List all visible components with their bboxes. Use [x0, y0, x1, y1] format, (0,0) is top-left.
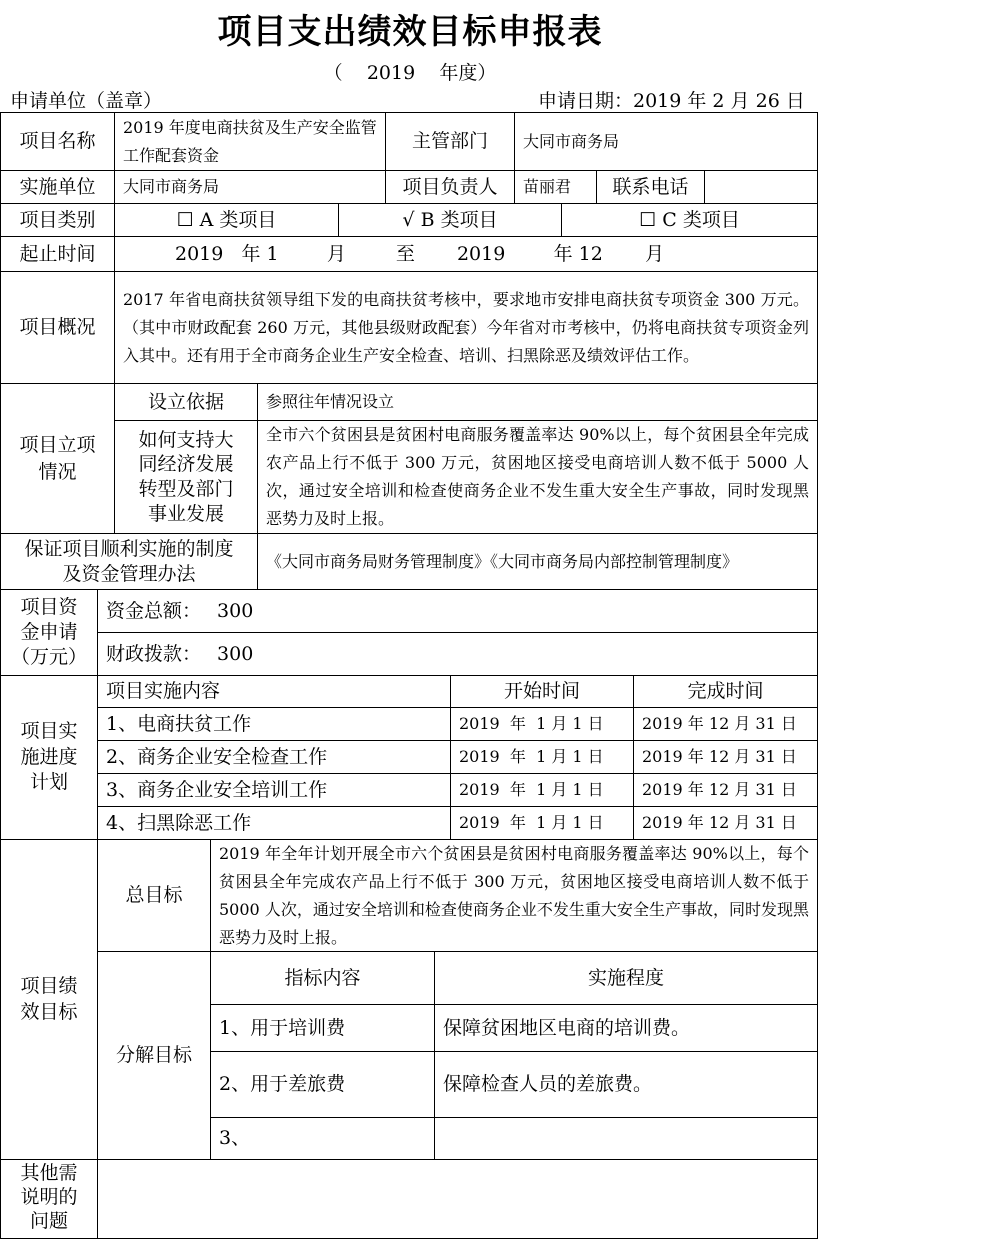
label-establish: 项目立项 情况 — [0, 383, 115, 534]
schedule-row-1-start: 2019 年 1 月 1 日 — [450, 707, 634, 741]
form-title: 项目支出绩效目标申报表 — [217, 12, 603, 52]
period-end: 2019 年 12 月 — [456, 242, 665, 265]
schedule-row-3-end: 2019 年 12 月 31 日 — [633, 773, 818, 807]
value-other — [97, 1159, 818, 1239]
period-to: 至 — [395, 242, 415, 265]
header-schedule-content: 项目实施内容 — [97, 675, 451, 708]
value-guarantee: 《大同市商务局财务管理制度》《大同市商务局内部控制管理制度》 — [257, 533, 818, 590]
label-leader: 项目负责人 — [385, 170, 515, 204]
apply-date: 申请日期：2019 年 2 月 26 日 — [538, 90, 805, 112]
label-overview: 项目概况 — [0, 271, 115, 384]
value-leader: 苗丽君 — [514, 170, 597, 204]
label-support: 如何支持大 同经济发展 转型及部门 事业发展 — [114, 420, 258, 534]
value-basis: 参照往年情况设立 — [257, 383, 818, 421]
label-funding: 项目资 金申请 （万元） — [0, 589, 98, 676]
schedule-row-3-content: 3、商务企业安全培训工作 — [97, 773, 451, 807]
label-category: 项目类别 — [0, 203, 115, 237]
schedule-row-4-content: 4、扫黑除恶工作 — [97, 806, 451, 840]
label-other: 其他需 说明的 问题 — [0, 1159, 98, 1239]
label-performance: 项目绩 效目标 — [0, 839, 98, 1160]
schedule-row-3-start: 2019 年 1 月 1 日 — [450, 773, 634, 807]
label-impl-unit: 实施单位 — [0, 170, 115, 204]
total-funds-value: 300 — [217, 599, 254, 622]
schedule-row-4-start: 2019 年 1 月 1 日 — [450, 806, 634, 840]
sub-goal-row-2-indicator: 2、用于差旅费 — [210, 1051, 435, 1118]
year-line: （ 2019 年度） — [323, 62, 497, 84]
category-b-option[interactable]: √ B 类项目 — [338, 203, 562, 237]
schedule-row-4-end: 2019 年 12 月 31 日 — [633, 806, 818, 840]
value-impl-unit: 大同市商务局 — [114, 170, 386, 204]
category-c-option[interactable]: ☐ C 类项目 — [561, 203, 818, 237]
fiscal-row — [97, 632, 818, 676]
total-funds-label: 资金总额： — [106, 599, 202, 622]
schedule-row-1-content: 1、电商扶贫工作 — [97, 707, 451, 741]
period-start: 2019 年 1 月 — [175, 242, 346, 265]
header-indicator: 指标内容 — [210, 951, 435, 1005]
label-department: 主管部门 — [385, 112, 515, 171]
sub-goal-row-1-indicator: 1、用于培训费 — [210, 1004, 435, 1052]
schedule-row-2-content: 2、商务企业安全检查工作 — [97, 740, 451, 774]
schedule-row-2-start: 2019 年 1 月 1 日 — [450, 740, 634, 774]
header-start-time: 开始时间 — [450, 675, 634, 708]
sub-goal-row-1-degree: 保障贫困地区电商的培训费。 — [434, 1004, 818, 1052]
label-project-name: 项目名称 — [0, 112, 115, 171]
label-period: 起止时间 — [0, 236, 115, 272]
value-department: 大同市商务局 — [514, 112, 818, 171]
label-schedule: 项目实 施进度 计划 — [0, 675, 98, 840]
label-overall-goal: 总目标 — [97, 839, 211, 952]
value-support: 全市六个贫困县是贫困村电商服务覆盖率达 90%以上，每个贫困县全年完成农产品上行不低于 300 万元，贫困地区接受电商培训人数不低于 5000 人次，通过安全培训和检查使商务企业不发生重大安全生产事故，同时发现黑恶势力及时上报。 — [257, 420, 818, 534]
value-period — [114, 236, 818, 272]
sub-goal-row-3-indicator: 3、 — [210, 1117, 435, 1160]
value-overall-goal: 2019 年全年计划开展全市六个贫困县是贫困村电商服务覆盖率达 90%以上，每个贫困县全年完成农产品上行不低于 300 万元，贫困地区接受电商培训人数不低于 5000 人次，通过安全培训和检查使商务企业不发生重大安全生产事故，同时发现黑恶势力及时上报。 — [210, 839, 818, 952]
label-basis: 设立依据 — [114, 383, 258, 421]
schedule-row-1-end: 2019 年 12 月 31 日 — [633, 707, 818, 741]
value-overview: 2017 年省电商扶贫领导组下发的电商扶贫考核中，要求地市安排电商扶贫专项资金 300 万元。（其中市财政配套 260 万元，其他县级财政配套）今年省对市考核中，仍将电商扶贫专项资金列入其中。还有用于全市商务企业生产安全检查、培训、扫黑除恶及绩效评估工作。 — [114, 271, 818, 384]
label-sub-goal: 分解目标 — [97, 951, 211, 1160]
label-phone: 联系电话 — [596, 170, 705, 204]
fiscal-value: 300 — [217, 642, 254, 665]
label-guarantee: 保证项目顺利实施的制度 及资金管理办法 — [0, 533, 258, 590]
value-project-name: 2019 年度电商扶贫及生产安全监管工作配套资金 — [114, 112, 386, 171]
value-phone — [704, 170, 818, 204]
header-end-time: 完成时间 — [633, 675, 818, 708]
header-degree: 实施程度 — [434, 951, 818, 1005]
fiscal-label: 财政拨款： — [106, 642, 202, 665]
schedule-row-2-end: 2019 年 12 月 31 日 — [633, 740, 818, 774]
category-a-option[interactable]: ☐ A 类项目 — [114, 203, 339, 237]
sub-goal-row-3-degree — [434, 1117, 818, 1160]
applicant-label: 申请单位（盖章） — [10, 90, 163, 112]
total-funds-row — [97, 589, 818, 633]
sub-goal-row-2-degree: 保障检查人员的差旅费。 — [434, 1051, 818, 1118]
